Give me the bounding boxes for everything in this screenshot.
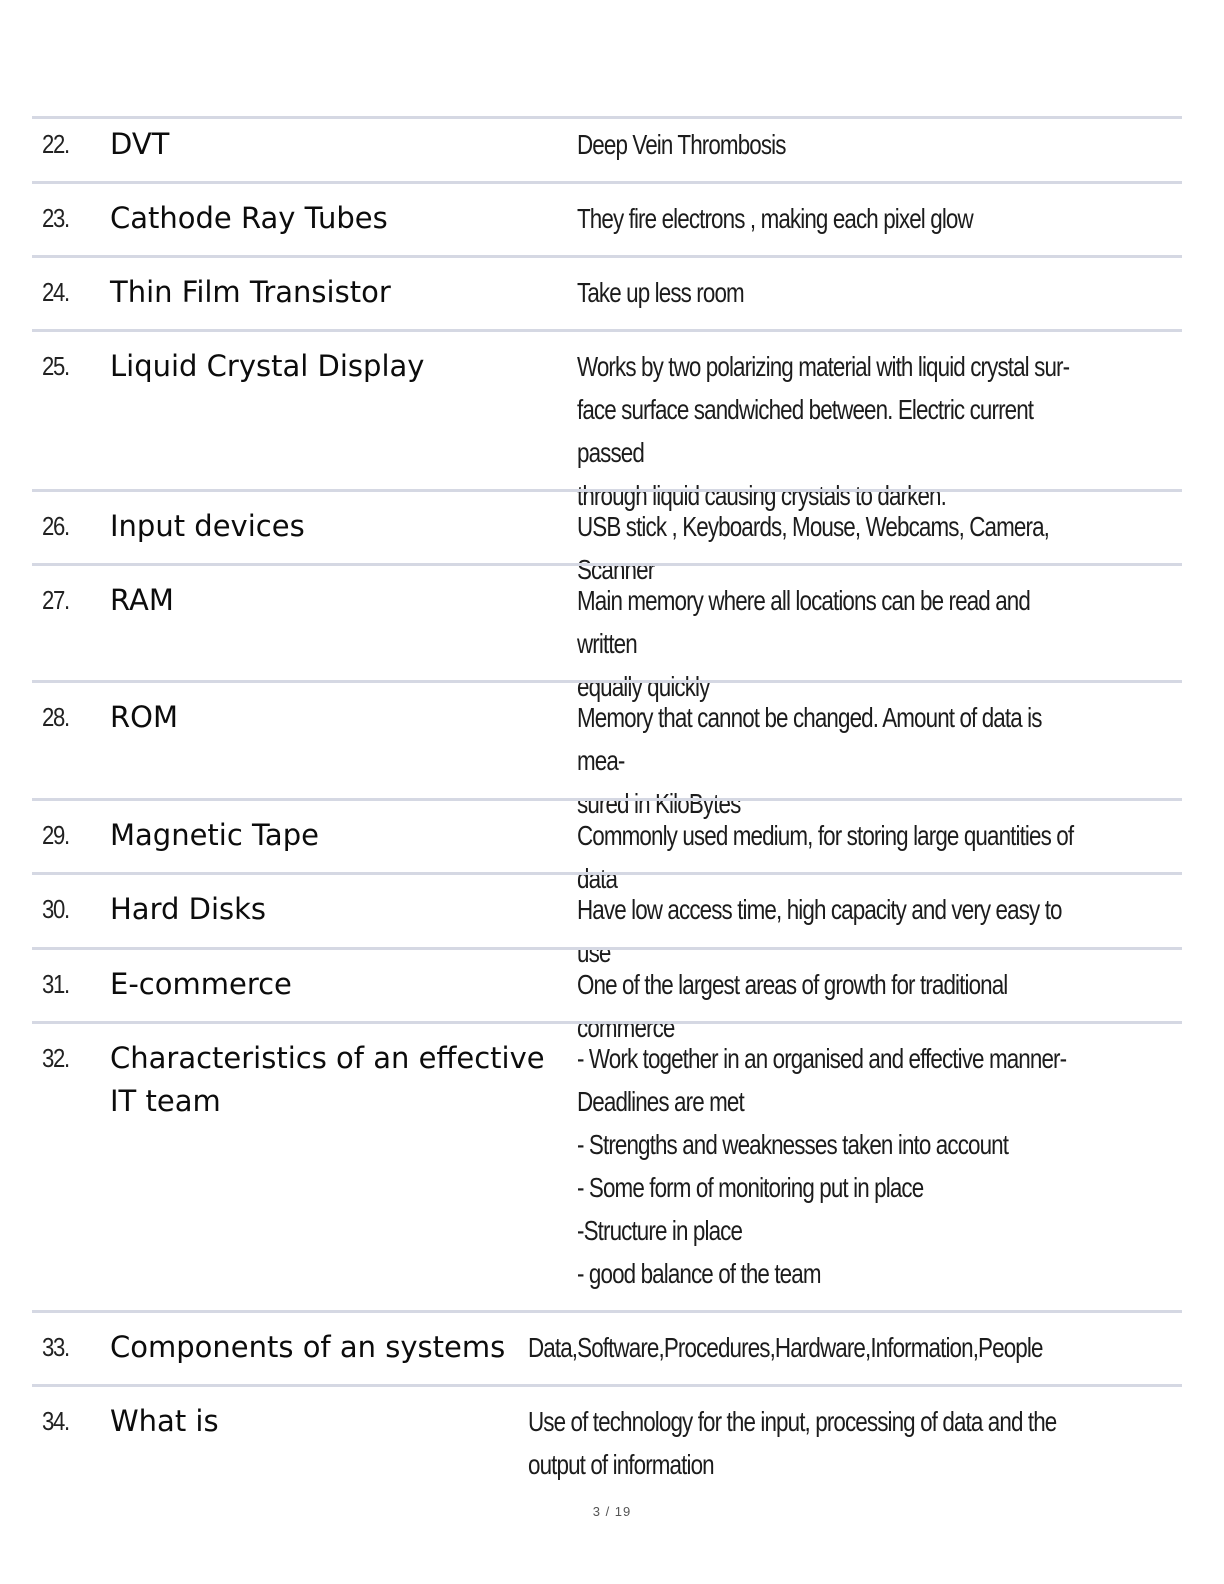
row-number: 26. <box>42 511 69 541</box>
row-description: - Work together in an organised and effective manner- Deadlines are met - Strengths and weaknesses taken into account - Some form of monitoring put in place -Structure in place - good balance of the team <box>577 1043 1067 1289</box>
row-description: Main memory where all locations can be read and written equally quickly <box>577 585 1030 702</box>
row-term: DVT <box>110 127 170 161</box>
row-description: USB stick , Keyboards, Mouse, Webcams, Camera, Scanner <box>577 511 1049 585</box>
row-number: 23. <box>42 203 69 233</box>
row-description: Have low access time, high capacity and very easy to use <box>577 894 1062 968</box>
row-description: Deep Vein Thrombosis <box>577 129 786 160</box>
row-description: Use of technology for the input, processing of data and the output of information <box>528 1406 1057 1480</box>
row-description: Works by two polarizing material with liquid crystal sur- face surface sandwiched between. Electric current passed through liquid causing crystals to darken. <box>577 351 1070 511</box>
row-number: 33. <box>42 1332 69 1362</box>
row-number: 31. <box>42 969 69 999</box>
table-row <box>32 1384 1182 1487</box>
row-number: 34. <box>42 1406 69 1436</box>
row-term: ROM <box>110 700 178 734</box>
page-number: 3 / 19 <box>592 1504 632 1519</box>
row-description: Take up less room <box>577 277 744 308</box>
row-term: RAM <box>110 583 174 617</box>
table-row <box>32 798 1182 894</box>
table-row <box>32 680 1182 819</box>
row-term: Input devices <box>110 509 305 543</box>
table-row <box>32 872 1182 968</box>
flashcard-table <box>32 116 1182 1487</box>
table-row <box>32 255 1182 329</box>
row-term: Characteristics of an effective IT team <box>110 1041 545 1118</box>
row-number: 22. <box>42 129 69 159</box>
row-term: Hard Disks <box>110 892 267 926</box>
row-description: Memory that cannot be changed. Amount of data is mea- sured in KiloBytes <box>577 702 1042 819</box>
table-row <box>32 1310 1182 1384</box>
row-number: 27. <box>42 585 69 615</box>
row-term: Liquid Crystal Display <box>110 349 425 383</box>
row-number: 25. <box>42 351 69 381</box>
row-description: Data,Software,Procedures,Hardware,Information,People <box>528 1332 1043 1363</box>
row-description: They fire electrons , making each pixel glow <box>577 203 973 234</box>
row-number: 24. <box>42 277 69 307</box>
row-number: 32. <box>42 1043 69 1073</box>
row-term: Magnetic Tape <box>110 818 319 852</box>
row-description: Commonly used medium, for storing large quantities of data <box>577 820 1074 894</box>
row-number: 30. <box>42 894 69 924</box>
table-row <box>32 1021 1182 1310</box>
row-number: 28. <box>42 702 69 732</box>
table-row <box>32 181 1182 255</box>
table-row <box>32 563 1182 702</box>
row-term: E-commerce <box>110 967 292 1001</box>
row-term: Components of an systems <box>110 1330 506 1364</box>
row-term: What is <box>110 1404 219 1438</box>
table-row <box>32 329 1182 511</box>
row-description: One of the largest areas of growth for traditional commerce <box>577 969 1008 1043</box>
row-term: Thin Film Transistor <box>110 275 391 309</box>
table-row <box>32 947 1182 1043</box>
row-term: Cathode Ray Tubes <box>110 201 388 235</box>
table-row <box>32 116 1182 181</box>
row-number: 29. <box>42 820 69 850</box>
table-row <box>32 489 1182 585</box>
